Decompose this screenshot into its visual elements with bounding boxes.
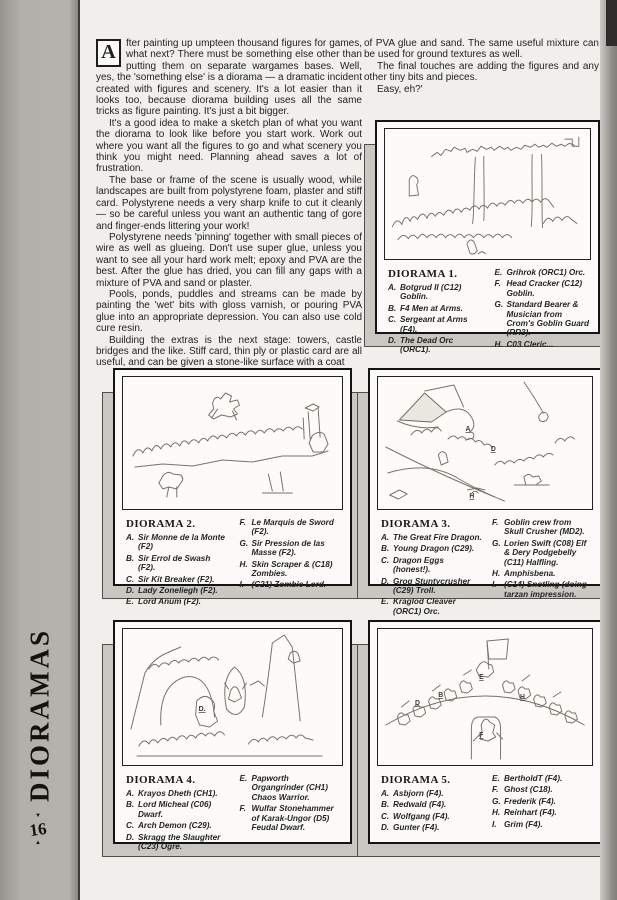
diorama-card-4 — [113, 620, 352, 852]
caption-item — [381, 812, 482, 821]
article-right-column — [364, 38, 599, 95]
caption-item-letter: C. — [126, 821, 135, 831]
caption-item-letter: H. — [239, 559, 248, 569]
caption-item — [126, 586, 230, 595]
diorama-5-illustration — [377, 628, 593, 766]
paragraph: The base or frame of the scene is usually wood, while landscapes are built from polystyrene foam, plaster and stiff card. Polystyrene needs a very sharp knife to cut it cleanly — so be careful unless you want an authentic tang of gore and finger-ends littering your work! — [96, 174, 362, 232]
caption-title: DIORAMA 1. — [388, 268, 458, 280]
caption-item-letter: H. — [494, 339, 503, 349]
caption-column-1 — [126, 518, 230, 609]
caption-item-letter: B. — [126, 800, 135, 810]
diorama-1-caption — [388, 268, 591, 357]
caption-item — [240, 560, 344, 579]
caption-item-letter: I. — [492, 819, 497, 829]
caption-item-text: (C14) Snotling (doing tarzan impression. — [504, 580, 587, 599]
diorama-5-caption — [381, 774, 593, 835]
caption-item — [381, 597, 482, 616]
caption-item — [388, 336, 485, 355]
card-face — [113, 620, 352, 852]
diorama-3-caption — [381, 518, 593, 618]
caption-item-letter: G. — [239, 538, 249, 548]
paragraph — [96, 38, 362, 118]
caption-item-text: Grim (F4). — [504, 819, 543, 829]
caption-item-text: Papworth Organgrinder (CH1) Chaos Warrior. — [251, 774, 328, 802]
right-scan-edge — [600, 0, 617, 900]
caption-item-text: Grihrok (ORC1) Orc. — [506, 268, 586, 277]
caption-item — [495, 340, 592, 349]
caption-title: DIORAMA 5. — [381, 774, 451, 786]
caption-column-1 — [381, 774, 482, 835]
caption-item — [126, 554, 230, 573]
caption-item-letter: D. — [381, 823, 390, 833]
caption-item-letter: A. — [388, 283, 397, 292]
caption-item-letter: E. — [126, 597, 134, 607]
caption-item-letter: E. — [492, 774, 500, 783]
figure-letter-label: E — [479, 673, 484, 682]
caption-item-text: Krayos Dheth (CH1). — [138, 789, 218, 798]
caption-item-text: Standard Bearer & Musician from Crom's Goblin Guard (RR3). — [506, 300, 589, 338]
caption-item — [495, 279, 592, 298]
caption-item-letter: B. — [381, 800, 390, 810]
caption-item-text: Amphisbena. — [504, 569, 556, 579]
caption-item-text: Young Dragon (C29). — [393, 544, 475, 554]
caption-item — [126, 833, 230, 852]
paragraph: Polystyrene needs 'pinning' together with small pieces of wire as well as glueing. Don't use super glue, unless you want to see all your hard work melt; epoxy and PVA are the best. After the glue has dried, you can fill any gaps with a mixture of PVA and sand or plaster. — [96, 231, 362, 289]
triangle-up-icon: ▲ — [35, 840, 41, 846]
triangle-down-icon: ▼ — [35, 813, 41, 819]
diorama-card-1 — [375, 120, 600, 355]
caption-item-text: Reinhart (F4). — [504, 808, 557, 818]
diorama-card-3 — [368, 368, 602, 616]
paragraph: It's a good idea to make a sketch plan of what you want the diorama to look like before you start work. Work out where you want all the figures to go and what scenery you think you might need. Planning ahead saves a lot of frustration. — [96, 117, 362, 175]
caption-item-text: Goblin crew from Skull Crusher (MD2). — [504, 518, 585, 537]
caption-title: DIORAMA 2. — [126, 518, 196, 530]
caption-item — [240, 774, 344, 802]
caption-item-letter: C. — [381, 811, 390, 821]
caption-item — [492, 569, 593, 578]
caption-item-text: F4 Men at Arms. — [400, 303, 463, 313]
caption-item — [381, 800, 482, 809]
caption-item-letter: F. — [239, 518, 246, 527]
caption-item-letter: G. — [492, 538, 501, 548]
caption-item — [381, 556, 482, 575]
caption-item-letter: A. — [381, 789, 390, 798]
caption-item-letter: I. — [492, 580, 497, 590]
caption-item-text: Arch Demon (C29). — [138, 821, 212, 831]
caption-item-text: (C21) Zombie Lord. — [251, 580, 327, 590]
paragraph: Easy, eh?' — [377, 83, 423, 95]
diorama-4-caption — [126, 774, 343, 853]
page-number: 16 — [28, 818, 48, 841]
paragraph: of PVA glue and sand. The same useful mixture can be used for ground textures as well. — [364, 38, 599, 61]
caption-item — [126, 597, 230, 606]
caption-item-text: Lord Micheal (C06) Dwarf. — [138, 800, 212, 819]
caption-item-letter: F. — [492, 785, 499, 795]
figure-letter-label: D — [490, 445, 496, 454]
caption-item-letter: H. — [492, 808, 501, 818]
caption-title: DIORAMA 3. — [381, 518, 451, 530]
caption-item-letter: B. — [381, 544, 390, 554]
caption-item — [381, 577, 482, 596]
diorama-4-illustration — [122, 628, 343, 766]
caption-item-text: Ghost (C18). — [504, 785, 553, 795]
paragraph: Pools, ponds, puddles and streams can be made by painting the 'wet' bits with gloss varnish, or pouring PVA glue into an appropriate depression. You can also use cold cure resin. — [96, 288, 362, 335]
caption-item-text: Redwald (F4). — [393, 800, 447, 810]
card-face — [368, 368, 602, 616]
caption-item-text: Sergeant at Arms (F4). — [400, 315, 468, 334]
caption-item-letter: E. — [239, 774, 248, 783]
caption-item — [492, 580, 593, 599]
caption-item-letter: B. — [388, 303, 397, 313]
caption-item-text: Lord Anum (F2). — [138, 597, 201, 607]
caption-item — [240, 580, 344, 589]
caption-item-letter: G. — [494, 300, 504, 310]
caption-column-1 — [126, 774, 230, 853]
caption-item-letter: F. — [494, 279, 501, 289]
caption-item-text: Skragg the Slaughter (C23) Ogre. — [138, 832, 221, 852]
caption-column-1 — [388, 268, 485, 357]
caption-item-text: Grog Stuntycrusher (C29) Troll. — [393, 576, 471, 596]
caption-item — [126, 533, 230, 552]
card-face — [375, 120, 600, 355]
page-number-block — [22, 812, 54, 847]
caption-item — [126, 800, 230, 819]
figure-letter-label: D. — [198, 705, 206, 714]
caption-item-text: BertholdT (F4). — [504, 774, 563, 783]
paragraph: The final touches are adding the figures and any other tiny bits and pieces. — [364, 60, 599, 84]
paragraph: Building the extras is the next stage: towers, castle bridges and the like. Stiff card, thin ply or plastic card are all useful, and can be given a stone-like surface with a coat — [96, 334, 362, 369]
caption-item — [388, 315, 485, 334]
card-face — [368, 620, 602, 844]
caption-item-text: Kraglod Cleaver (ORC1) Orc. — [393, 597, 456, 616]
caption-item — [388, 283, 485, 302]
caption-item-text: Sir Monne de la Monte (F2) — [138, 533, 225, 552]
caption-column-2 — [495, 268, 592, 357]
caption-item — [492, 808, 593, 817]
caption-item — [126, 821, 230, 830]
caption-item — [388, 304, 485, 313]
caption-item-text: Frederik (F4). — [504, 796, 556, 806]
caption-item-letter: I. — [239, 580, 245, 590]
diorama-2-illustration — [122, 376, 343, 510]
caption-item — [240, 804, 344, 832]
caption-item-text: Sir Kit Breaker (F2). — [138, 574, 215, 584]
caption-column-2 — [492, 518, 593, 618]
diorama-card-5 — [368, 620, 602, 844]
caption-item-letter: A. — [126, 789, 135, 798]
caption-item-letter: A. — [381, 533, 390, 542]
caption-item — [126, 789, 230, 798]
figure-letter-label: F — [479, 731, 484, 740]
caption-item-letter: B. — [126, 553, 135, 563]
caption-item-text: Lady Zoneliegh (F2). — [138, 586, 218, 596]
caption-item-letter: C. — [388, 315, 397, 325]
caption-item-text: Gunter (F4). — [393, 823, 440, 833]
caption-item — [381, 823, 482, 832]
caption-item-letter: E. — [381, 597, 389, 607]
figure-letter-label: A — [465, 425, 471, 434]
caption-item — [495, 268, 592, 277]
caption-column-2 — [492, 774, 593, 835]
caption-item-letter: F. — [492, 518, 499, 527]
caption-title: DIORAMA 4. — [126, 774, 196, 786]
caption-item — [126, 575, 230, 584]
caption-item-text: The Great Fire Dragon. — [393, 533, 482, 542]
caption-item-text: Head Cracker (C12) Goblin. — [506, 279, 583, 298]
caption-item-text: Dragon Eggs (honest!). — [393, 555, 444, 575]
diorama-card-2 — [113, 368, 352, 607]
caption-item-text: Le Marquis de Sword (F2). — [251, 518, 334, 537]
sidebar-title: DIORAMAS — [24, 627, 55, 803]
dropcap: A — [96, 39, 121, 67]
caption-item-letter: D. — [126, 586, 135, 596]
caption-item — [381, 789, 482, 798]
paragraph-text: fter painting up umpteen thousand figures for games, what next? There must be something else other than putting them on separate wargames bases. Well, yes, the 'something else' is a diorama — a dramatic incident created with figures and scenery. It's a lot easier than it looks too, because diorama building uses all the same tricks as figure painting. It's just a bit bigger. — [96, 38, 362, 118]
card-face — [113, 368, 352, 607]
caption-item — [492, 797, 593, 806]
figure-letter-label: H — [469, 492, 475, 501]
caption-item-letter: D. — [126, 832, 135, 842]
figure-letter-label: B — [438, 691, 444, 700]
caption-item-text: Sir Errol de Swash (F2). — [138, 553, 211, 573]
caption-item-text: Botgrud II (C12) Goblin. — [400, 283, 462, 302]
caption-item-letter: G. — [492, 796, 501, 806]
caption-item — [495, 300, 592, 338]
caption-item — [381, 544, 482, 553]
diorama-1-illustration — [384, 128, 591, 260]
caption-item-text: Lorien Swift (C08) Elf & Dery Podgebelly (C11) Halfling. — [504, 538, 587, 567]
caption-item-letter: F. — [239, 804, 246, 814]
caption-item-letter: H. — [492, 569, 501, 579]
caption-item — [492, 518, 593, 537]
caption-item-text: Asbjorn (F4). — [393, 789, 444, 798]
caption-item-text: Sir Pression de las Masse (F2). — [251, 538, 325, 558]
caption-item-letter: C. — [381, 555, 390, 565]
caption-column-2 — [240, 774, 344, 853]
article-left-column — [96, 38, 362, 369]
caption-item — [381, 533, 482, 542]
right-scan-edge-dark — [606, 0, 617, 46]
caption-item-letter: D. — [388, 336, 397, 346]
caption-item-text: C03 Cleric... — [506, 339, 554, 349]
caption-item — [492, 539, 593, 567]
caption-item-text: Skin Scraper & (C18) Zombies. — [251, 559, 333, 579]
diorama-2-caption — [126, 518, 343, 609]
caption-item-letter: C. — [126, 574, 135, 584]
caption-item — [492, 774, 593, 783]
figure-letter-label: H — [520, 693, 525, 702]
caption-item — [492, 820, 593, 829]
caption-item-letter: D. — [381, 576, 390, 586]
caption-item-letter: A. — [126, 533, 135, 542]
figure-letter-label: D — [414, 699, 420, 708]
caption-item — [240, 539, 344, 558]
caption-item-text: Wulfar Stonehammer of Karak-Ungor (D5) Feudal Dwarf. — [251, 804, 334, 833]
caption-column-2 — [240, 518, 344, 609]
diorama-3-illustration — [377, 376, 593, 510]
caption-item — [240, 518, 344, 537]
caption-item-text: Wolfgang (F4). — [393, 811, 450, 821]
caption-item-text: The Dead Orc (ORC1). — [400, 336, 454, 355]
caption-item-letter: E. — [494, 268, 503, 277]
caption-item — [492, 785, 593, 794]
caption-column-1 — [381, 518, 482, 618]
